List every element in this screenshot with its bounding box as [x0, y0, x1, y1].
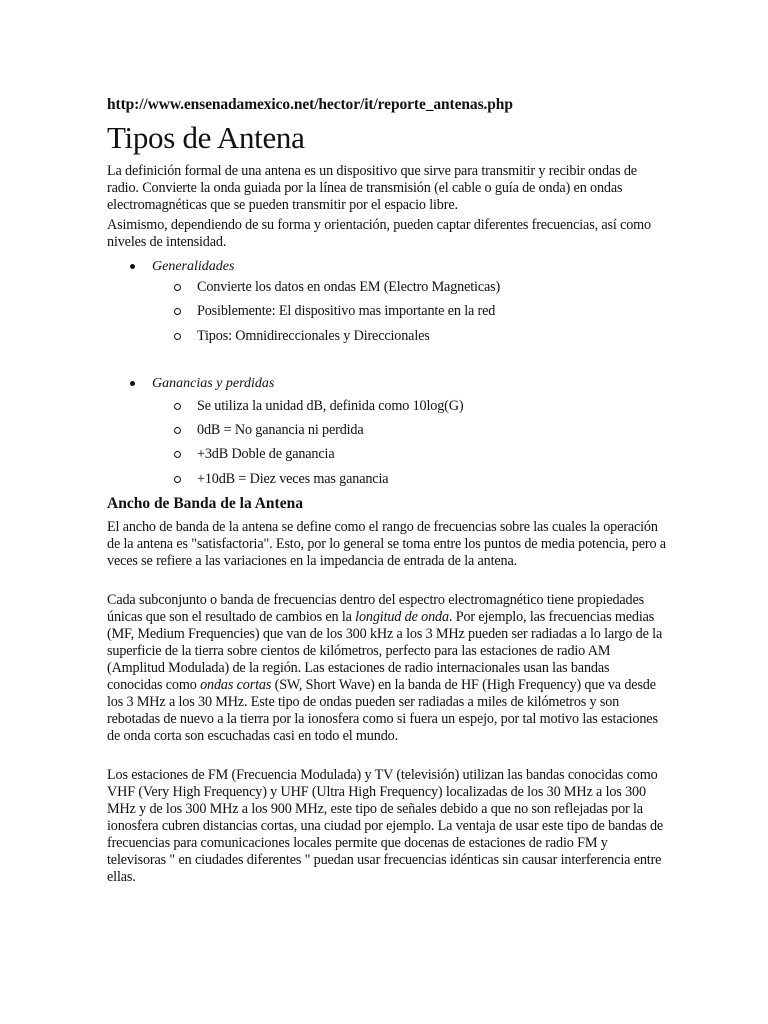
bandwidth-paragraph-1: El ancho de banda de la antena se define como el rango de frecuencias sobre las cuales la operación de la antena es "satisfactoria". Esto, por lo general se toma entre los puntos de media potencia, pero a veces se refiere a las variaciones en la impedancia de entrada de la antena.: [107, 519, 666, 569]
bullet-icon: [130, 264, 135, 269]
circle-bullet-icon: [174, 403, 181, 410]
intro-paragraph-1: La definición formal de una antena es un dispositivo que sirve para transmitir y recibir ondas de radio. Convierte la onda guiada por la línea de transmisión (el cable o guía de onda) en ondas electromagnéticas que se pueden transmitir por el espacio libre.: [107, 163, 637, 213]
circle-bullet-icon: [174, 476, 181, 483]
section-heading: Ancho de Banda de la Antena: [107, 495, 303, 512]
circle-bullet-icon: [174, 451, 181, 458]
list-item-label: Posiblemente: El dispositivo mas importante en la red: [197, 303, 496, 319]
source-url[interactable]: http://www.ensenadamexico.net/hector/it/reporte_antenas.php: [107, 96, 513, 113]
bullet-icon: [130, 381, 135, 386]
paragraph-text: (SW, Short Wave) en la banda de HF (High Frequency) que va desde los 3 MHz a los 30 MHz. Este tipo de ondas pueden ser radiadas a miles de kilómetros y son rebotadas de nuevo a la tierra por la ionosfera como si fuera un espejo, por tal motivo las estaciones de onda corta son escuchadas casi en todo el mundo.: [107, 677, 658, 744]
list-item-label: Se utiliza la unidad dB, definida como 10log(G): [197, 398, 464, 414]
paragraph-text: Cada subconjunto o banda de frecuencias dentro del espectro electromagnético tiene propiedades únicas que son el resultado de cambios en la: [107, 592, 645, 625]
circle-bullet-icon: [174, 427, 181, 434]
list-item-label: Tipos: Omnidireccionales y Direccionales: [197, 328, 430, 344]
bandwidth-paragraph-2: [107, 592, 667, 745]
paragraph-text: . Por ejemplo, las frecuencias medias (MF, Medium Frequencies) que van de los 300 kHz a los 3 MHz pueden ser radiadas a lo largo de la superficie de la tierra sobre cientos de kilómetros, perfecto para las estaciones de radio AM (Amplitud Modulada) de la región. Las estaciones de radio internacionales usan las bandas conocidas como: [107, 609, 663, 693]
list-heading-label: Ganancias y perdidas: [152, 376, 275, 391]
bandwidth-paragraph-3: Los estaciones de FM (Frecuencia Modulada) y TV (televisión) utilizan las bandas conocidas como VHF (Very High Frequency) y UHF (Ultra High Frequency) localizadas de los 30 MHz a los 300 MHz y de los 300 MHz a los 900 MHz, este tipo de señales debido a que no son reflejadas por la ionosfera cubren distancias cortas, una ciudad por ejemplo. La ventaja de usar este tipo de bandas de frecuencias para comunicaciones locales permite que docenas de estaciones de radio FM y televisoras " en ciudades diferentes " puedan usar frecuencias idénticas sin causar interferencia entre ellas.: [107, 767, 664, 885]
page-title: Tipos de Antena: [107, 120, 305, 155]
list-item-label: Convierte los datos en ondas EM (Electro Magneticas): [197, 279, 501, 295]
circle-bullet-icon: [174, 284, 181, 291]
intro-paragraph-2: Asimismo, dependiendo de su forma y orientación, pueden captar diferentes frecuencias, así como niveles de intensidad.: [107, 217, 651, 250]
list-item-label: +10dB = Diez veces mas ganancia: [197, 471, 389, 487]
circle-bullet-icon: [174, 308, 181, 315]
emphasis-text: longitud de onda: [355, 609, 449, 625]
list-item-label: 0dB = No ganancia ni perdida: [197, 422, 364, 438]
list-item-label: +3dB Doble de ganancia: [197, 446, 335, 462]
emphasis-text: ondas cortas: [200, 677, 272, 693]
circle-bullet-icon: [174, 333, 181, 340]
list-heading-label: Generalidades: [152, 259, 235, 274]
